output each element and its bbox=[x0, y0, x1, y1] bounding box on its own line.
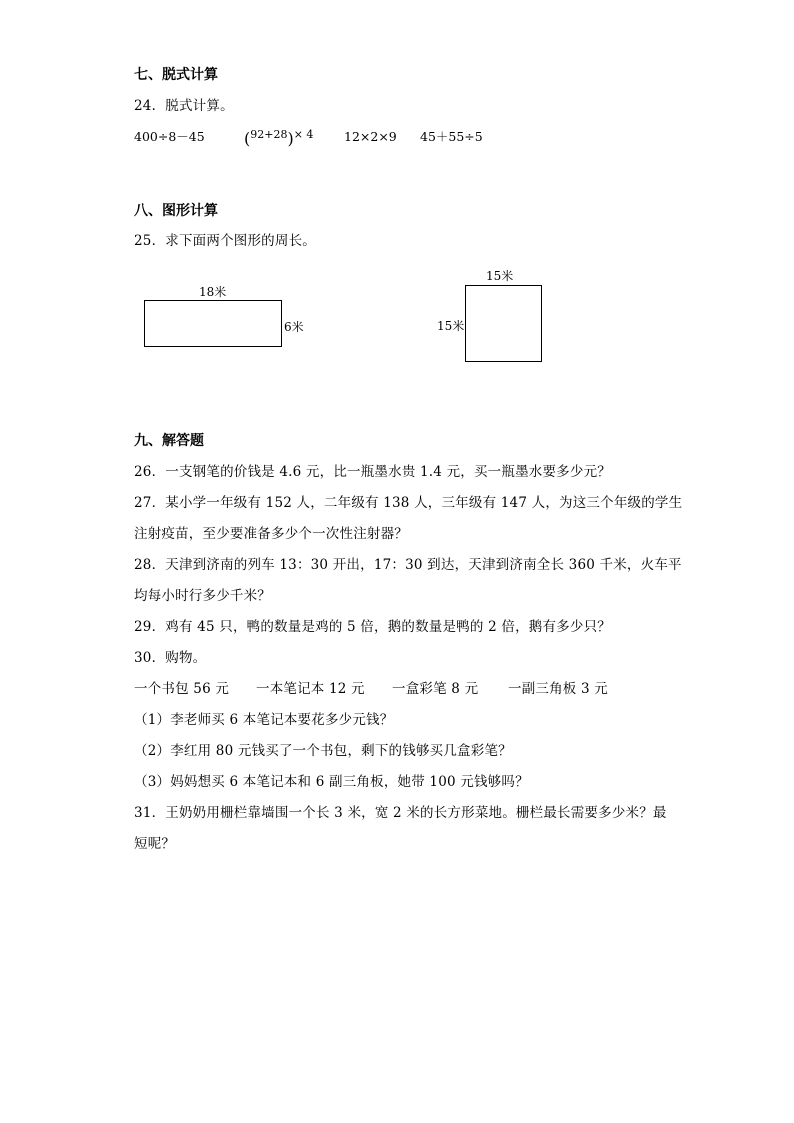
price-item-color-pens: 一盒彩笔 8 元 bbox=[392, 681, 479, 697]
square-top-label: 15米 bbox=[486, 269, 514, 283]
rectangle-shape bbox=[144, 300, 282, 347]
square-shape bbox=[465, 285, 542, 362]
question-25: 25．求下面两个图形的周长。 bbox=[134, 233, 316, 249]
question-31-line-2: 短呢？ bbox=[134, 836, 176, 852]
expression-1: 400÷8－45 bbox=[134, 129, 205, 144]
expression-2-inner: 92+28 bbox=[250, 128, 288, 141]
section-heading-7: 七、脱式计算 bbox=[134, 67, 218, 83]
price-item-triangle-ruler: 一副三角板 3 元 bbox=[508, 681, 608, 697]
rectangle-side-label: 6米 bbox=[284, 320, 304, 334]
question-29: 29．鸡有 45 只，鸭的数量是鸡的 5 倍，鹅的数量是鸭的 2 倍，鹅有多少只？ bbox=[134, 619, 611, 635]
price-item-backpack: 一个书包 56 元 bbox=[134, 681, 230, 697]
question-26: 26．一支钢笔的价钱是 4.6 元，比一瓶墨水贵 1.4 元，买一瓶墨水要多少元？ bbox=[134, 464, 611, 480]
left-paren: ( bbox=[244, 129, 251, 148]
question-31-line-1: 31．王奶奶用栅栏靠墙围一个长 3 米，宽 2 米的长方形菜地。栅栏最长需要多少米？最 bbox=[134, 805, 667, 821]
expression-4: 45＋55÷5 bbox=[420, 129, 483, 144]
square-side-label: 15米 bbox=[437, 319, 465, 333]
question-27-line-2: 注射疫苗，至少要准备多少个一次性注射器？ bbox=[134, 526, 408, 542]
question-28-line-2: 均每小时行多少千米？ bbox=[134, 588, 271, 604]
question-27-line-1: 27．某小学一年级有 152 人，二年级有 138 人，三年级有 147 人，为这三个年级的学生 bbox=[134, 495, 683, 511]
section-heading-8: 八、图形计算 bbox=[134, 203, 218, 219]
question-24: 24．脱式计算。 bbox=[134, 98, 234, 114]
price-item-notebook: 一本笔记本 12 元 bbox=[256, 681, 365, 697]
section-heading-9: 九、解答题 bbox=[134, 433, 204, 449]
sub-question-1: （1）李老师买 6 本笔记本要花多少元钱？ bbox=[134, 712, 394, 728]
sub-question-2: （2）李红用 80 元钱买了一个书包，剩下的钱够买几盒彩笔？ bbox=[134, 743, 512, 759]
question-30: 30．购物。 bbox=[134, 650, 207, 666]
expression-2-tail: × 4 bbox=[293, 128, 314, 141]
question-28-line-1: 28．天津到济南的列车 13：30 开出，17：30 到达，天津到济南全长 360 千米，火车平 bbox=[134, 557, 682, 573]
expression-2 bbox=[244, 129, 313, 147]
sub-question-3: （3）妈妈想买 6 本笔记本和 6 副三角板，她带 100 元钱够吗？ bbox=[134, 774, 529, 790]
expression-3: 12×2×9 bbox=[344, 129, 397, 144]
rectangle-top-label: 18米 bbox=[199, 285, 227, 299]
right-paren: ) bbox=[287, 129, 294, 148]
